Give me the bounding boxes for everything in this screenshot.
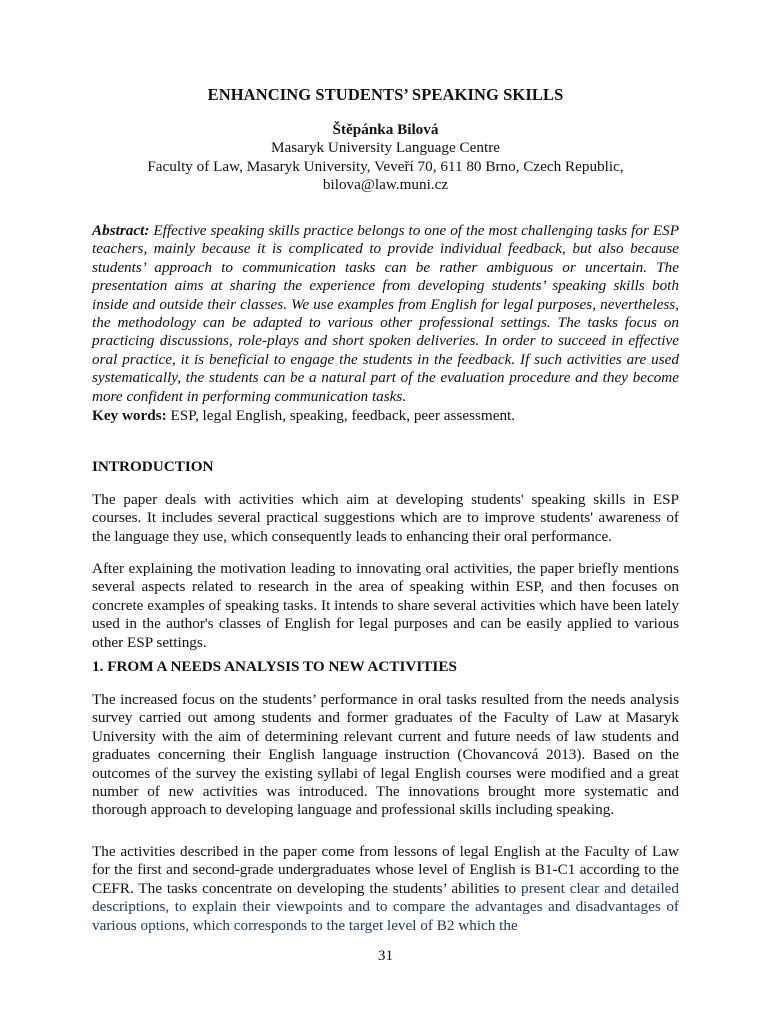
section-1-paragraph-2-text: The activities described in the paper come from lessons of legal English at the Faculty of Law for the first and second-grade undergraduates whose level of English is B1-C1 according to the CEFR. The tasks concentrate on developing the students’ abilities to (92, 843, 679, 897)
introduction-heading: INTRODUCTION (92, 458, 214, 475)
affiliation-line-1: Masaryk University Language Centre (270, 139, 500, 157)
document-page (92, 0, 679, 1024)
introduction-paragraph-2: After explaining the motivation leading to innovating oral activities, the paper briefly mentions several aspects related to research in the area of speaking within ESP, and then focuses on concrete examples of speaking tasks. It intends to share several activities which have been lately used in the author's classes of English for legal purposes and can be easily applied to various other ESP settings. (92, 560, 679, 651)
author-name: Štěpánka Bilová (332, 121, 439, 138)
author-email: bilova@law.muni.cz (322, 175, 449, 193)
keywords-label: Key words: (92, 407, 167, 424)
abstract (92, 222, 679, 406)
author-block (72, 121, 699, 194)
section-1-paragraph-1: The increased focus on the students’ performance in oral tasks resulted from the needs analysis survey carried out among students and former graduates of the Faculty of Law at Masaryk University with the aim of determining relevant current and future needs of law students and graduates concerning their English language instruction (Chovancová 2013). Based on the outcomes of the survey the existing syllabi of legal English courses were modified and a great number of new activities was introduced. The innovations brought more systematic and thorough approach to developing language and professional skills including speaking. (92, 691, 679, 819)
section-1-paragraph-2 (92, 843, 679, 935)
affiliation-line-2: Faculty of Law, Masaryk University, Veveří 70, 611 80 Brno, Czech Republic, (147, 157, 624, 175)
section-1-paragraph-2-highlight: present clear and detailed descriptions, to explain their viewpoints and to compare the advantages and disadvantages of various options, which corresponds to the target level of B2 which the (92, 879, 679, 934)
keywords-text: ESP, legal English, speaking, feedback, peer assessment. (170, 407, 516, 424)
paper-title: ENHANCING STUDENTS’ SPEAKING SKILLS (207, 85, 564, 104)
abstract-label: Abstract: (92, 222, 150, 239)
page-number: 31 (377, 947, 394, 964)
introduction-paragraph-1: The paper deals with activities which aim at developing students' speaking skills in ESP courses. It includes several practical suggestions which are to improve students' awareness of the language they use, which consequently leads to enhancing their oral performance. (92, 491, 679, 545)
abstract-text: Effective speaking skills practice belongs to one of the most challenging tasks for ESP teachers, mainly because it is complicated to provide individual feedback, but also because students’ approach to communication tasks can be rather ambiguous or uncertain. The presentation aims at sharing the experience from developing students’ speaking skills both inside and outside their classes. We use examples from English for legal purposes, nevertheless, the methodology can be adapted to various other professional settings. The tasks focus on practicing discussions, role-plays and short spoken deliveries. In order to succeed in effective oral practice, it is beneficial to engage the students in the feedback. If such activities are used systematically, the students can be a natural part of the evaluation procedure and they become more confident in performing communication tasks. (92, 222, 679, 405)
keywords (92, 407, 679, 425)
section-1-heading: 1. FROM A NEEDS ANALYSIS TO NEW ACTIVITIES (92, 658, 457, 675)
